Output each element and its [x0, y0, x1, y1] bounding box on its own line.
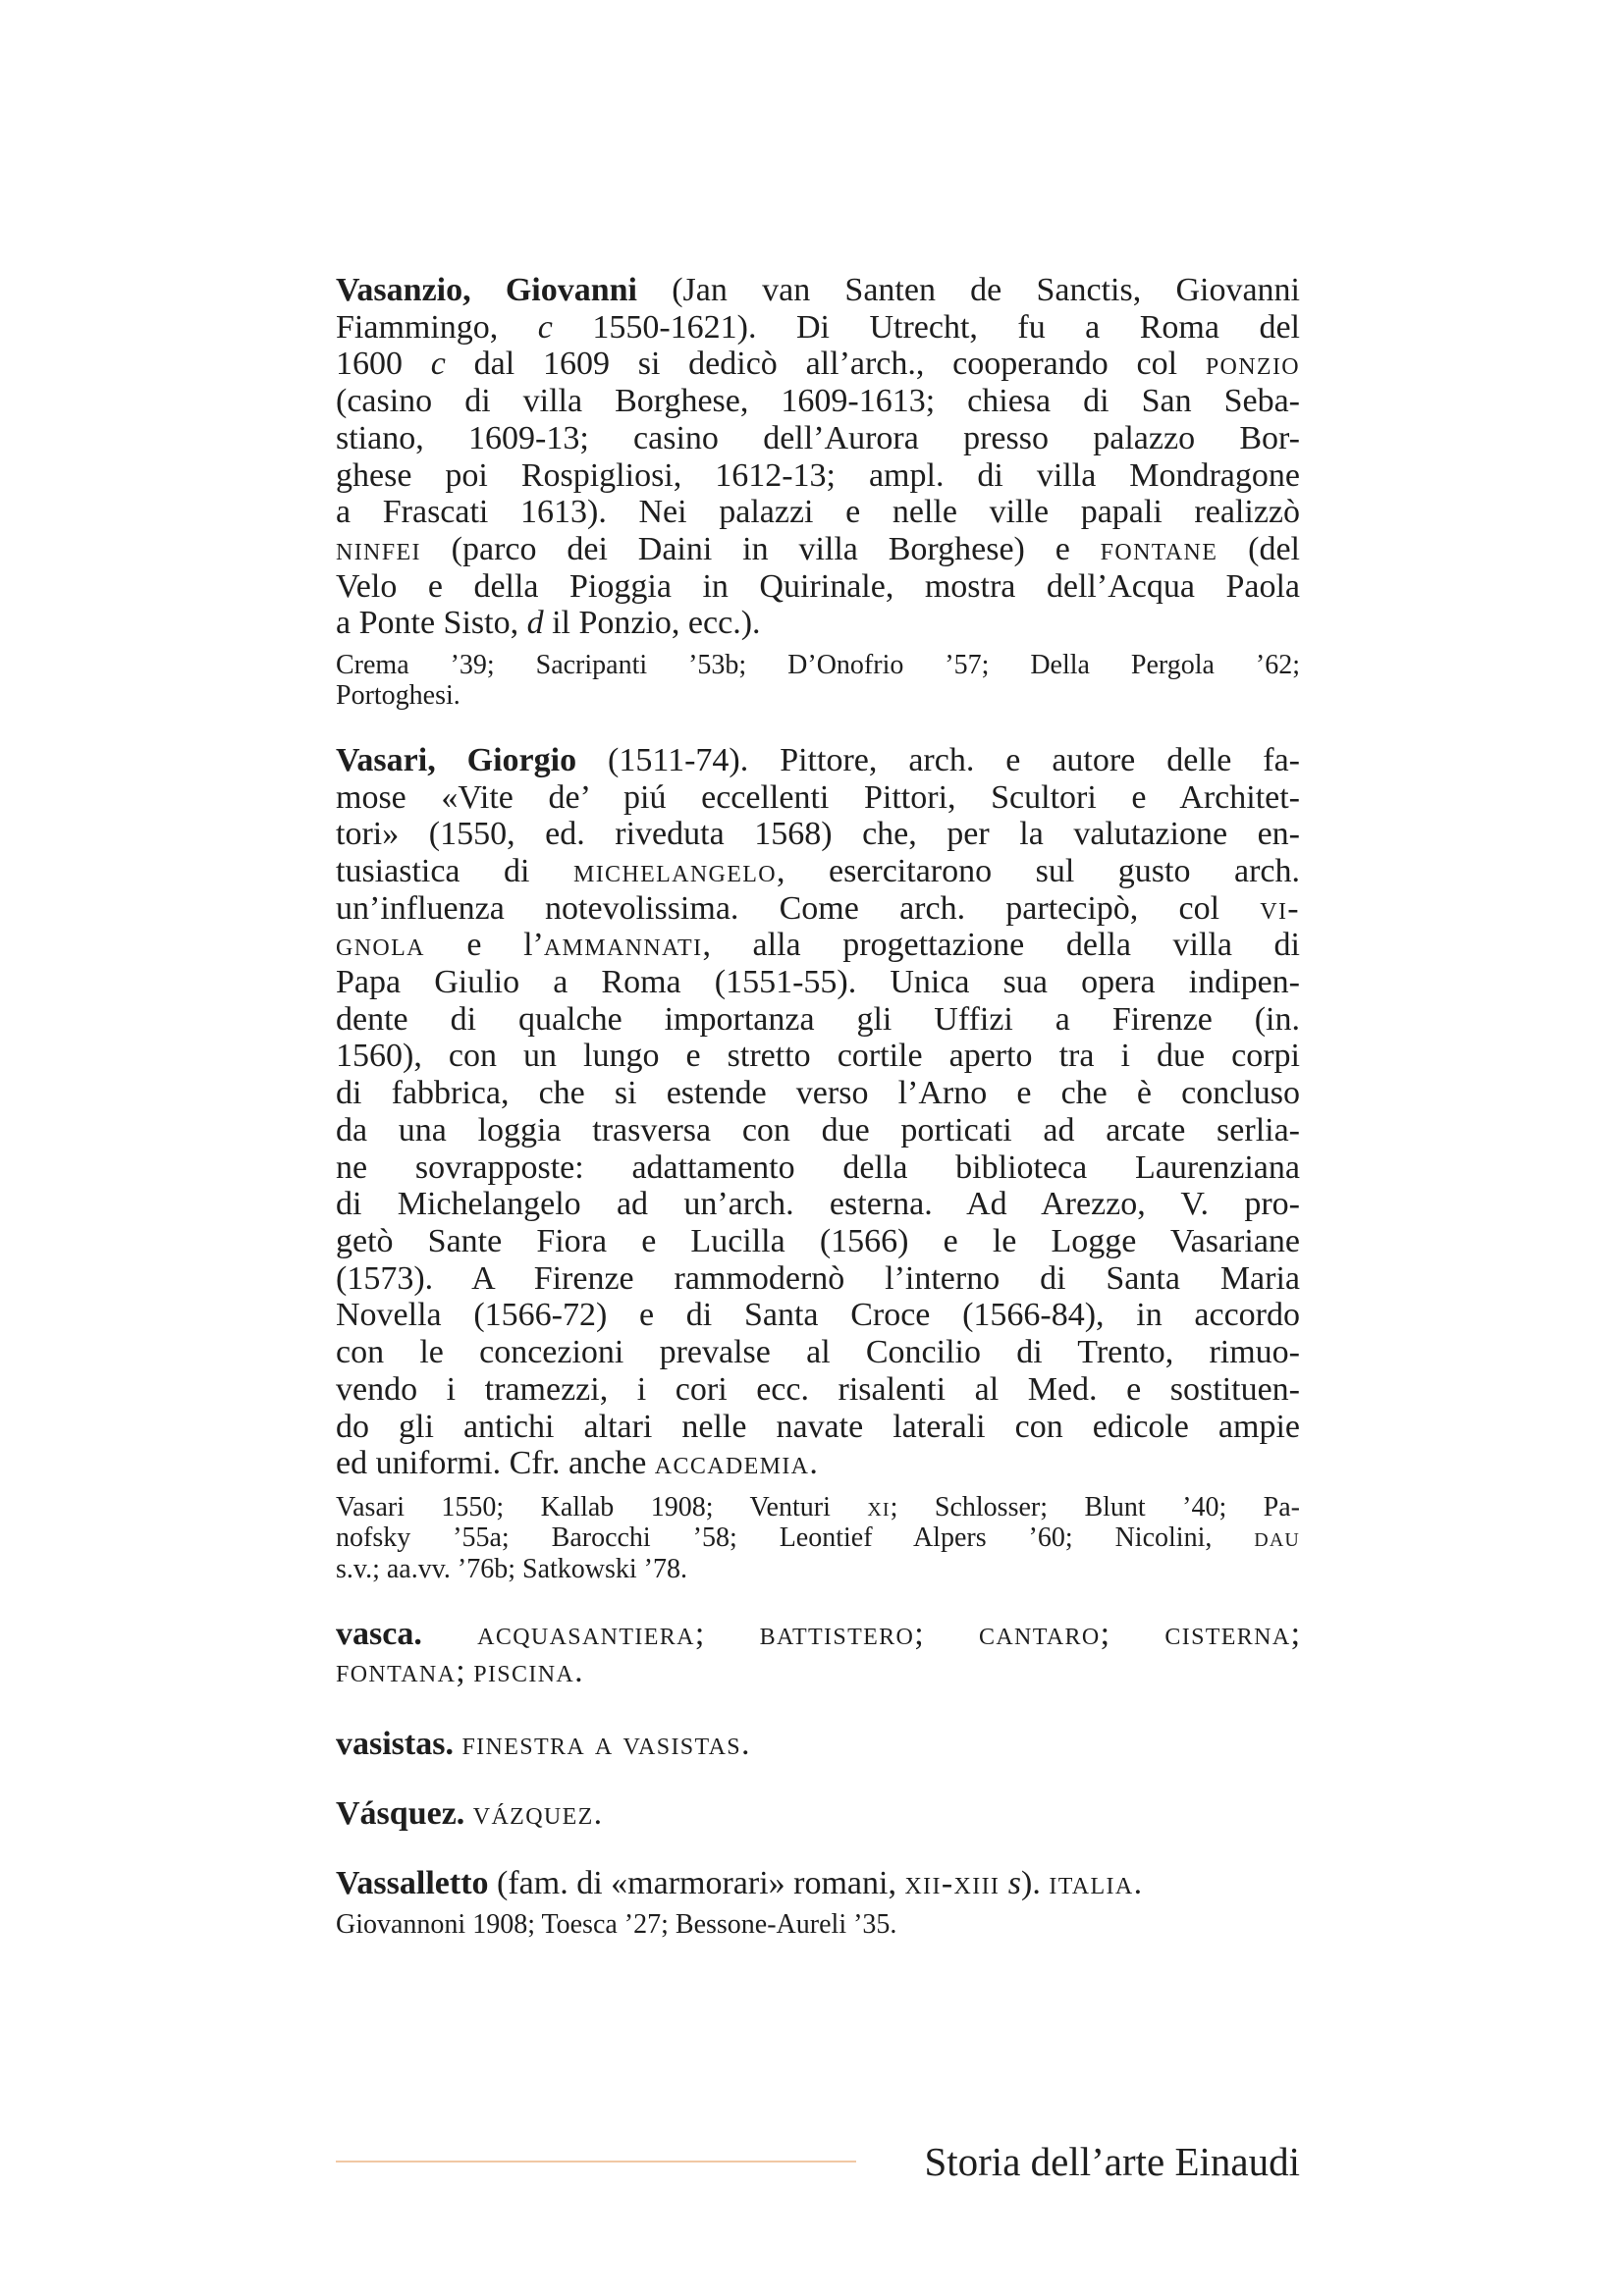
text-line: (1573). A Firenze rammodernò l’interno di Santa Maria: [336, 1259, 1300, 1297]
biblio-line: s.v.; aa.vv. ’76b; Satkowski ’78.: [336, 1553, 687, 1584]
entry-vasanzio: [336, 272, 1300, 642]
text-line: un’influenza notevolissima. Come arch. partecipò, col vi-: [336, 889, 1300, 927]
text-line: di fabbrica, che si estende verso l’Arno e che è concluso: [336, 1075, 1300, 1112]
text-line: mose «Vite de’ piú eccellenti Pittori, Scultori e Architet-: [336, 778, 1300, 816]
text-line: gnola e l’ammannati, alla progettazione della villa di: [336, 927, 1300, 964]
text-line: tusiastica di michelangelo, esercitarono sul gusto arch.: [336, 852, 1301, 889]
text-line: vendo i tramezzi, i cori ecc. risalenti al Med. e sostituen-: [336, 1370, 1300, 1408]
bibliography-vasari: [336, 1492, 1300, 1584]
text-line: vasca. acquasantiera; battistero; cantaro; cisterna;: [336, 1616, 1301, 1653]
biblio-line: Portoghesi.: [336, 680, 460, 712]
biblio-line: nofsky ’55a; Barocchi ’58; Leontief Alpers ’60; Nicolini, dau: [336, 1522, 1300, 1554]
text-line: Velo e della Pioggia in Quirinale, mostra dell’Acqua Paola: [336, 567, 1300, 605]
text-line: ninfei (parco dei Daini in villa Borghese) e fontane (del: [336, 530, 1300, 567]
entry-vasquez: [336, 1795, 1300, 1833]
footer-publisher-label: Storia dell’arte Einaudi: [924, 2139, 1300, 2184]
text-line: Fiammingo, c 1550-1621). Di Utrecht, fu a Roma del: [336, 308, 1300, 346]
text-line: con le concezioni prevalse al Concilio di Trento, rimuo-: [336, 1334, 1300, 1371]
text-line: tori» (1550, ed. riveduta 1568) che, per la valutazione en-: [336, 816, 1300, 853]
entry-vasistas: [336, 1726, 1300, 1763]
text-line: ed uniformi. Cfr. anche accademia.: [336, 1445, 818, 1482]
text-line: stiano, 1609-13; casino dell’Aurora presso palazzo Bor-: [336, 419, 1300, 456]
text-line: 1560), con un lungo e stretto cortile aperto tra i due corpi: [336, 1038, 1300, 1075]
text-line: a Ponte Sisto, d il Ponzio, ecc.).: [336, 605, 761, 642]
biblio-line: Vasari 1550; Kallab 1908; Venturi xi; Schlosser; Blunt ’40; Pa-: [336, 1491, 1301, 1522]
text-line: a Frascati 1613). Nei palazzi e nelle ville papali realizzò: [336, 494, 1300, 531]
bibliography-vasanzio: [336, 650, 1300, 712]
text-line: Vassalletto (fam. di «marmorari» romani, xii-xiii s). italia.: [336, 1864, 1143, 1901]
entry-vasca: [336, 1616, 1300, 1689]
bibliography-vassalletto: [336, 1909, 1300, 1940]
entry-vasari: [336, 742, 1300, 1482]
text-line: fontana; piscina.: [336, 1652, 583, 1689]
text-line: vasistas. finestra a vasistas.: [336, 1725, 750, 1762]
text-line: 1600 c dal 1609 si dedicò all’arch., cooperando col ponzio: [336, 346, 1300, 383]
text-line: dente di qualche importanza gli Uffizi a Firenze (in.: [336, 1000, 1300, 1038]
text-line: ne sovrapposte: adattamento della biblioteca Laurenziana: [336, 1148, 1300, 1186]
entry-vassalletto: [336, 1865, 1300, 1902]
dictionary-page-text: [336, 272, 1300, 1940]
text-line: Vásquez. vázquez.: [336, 1795, 603, 1833]
page-footer: [336, 2138, 1300, 2185]
text-line: Papa Giulio a Roma (1551-55). Unica sua opera indipen-: [336, 964, 1300, 1001]
text-line: Vasari, Giorgio (1511-74). Pittore, arch. e autore delle fa-: [336, 741, 1300, 778]
footer-rule: [336, 2161, 856, 2163]
text-line: do gli antichi altari nelle navate laterali con edicole ampie: [336, 1408, 1300, 1445]
text-line: ghese poi Rospigliosi, 1612-13; ampl. di villa Mondragone: [336, 456, 1300, 494]
text-line: di Michelangelo ad un’arch. esterna. Ad Arezzo, V. pro-: [336, 1186, 1300, 1223]
text-line: Vasanzio, Giovanni (Jan van Santen de Sanctis, Giovanni: [336, 272, 1300, 308]
text-line: (casino di villa Borghese, 1609-1613; chiesa di San Seba-: [336, 383, 1300, 420]
text-line: da una loggia trasversa con due porticati ad arcate serlia-: [336, 1111, 1300, 1148]
text-line: getò Sante Fiora e Lucilla (1566) e le Logge Vasariane: [336, 1222, 1300, 1259]
biblio-line: Giovannoni 1908; Toesca ’27; Bessone-Aureli ’35.: [336, 1908, 897, 1940]
biblio-line: Crema ’39; Sacripanti ’53b; D’Onofrio ’57; Della Pergola ’62;: [336, 650, 1300, 681]
text-line: Novella (1566-72) e di Santa Croce (1566-84), in accordo: [336, 1297, 1300, 1334]
